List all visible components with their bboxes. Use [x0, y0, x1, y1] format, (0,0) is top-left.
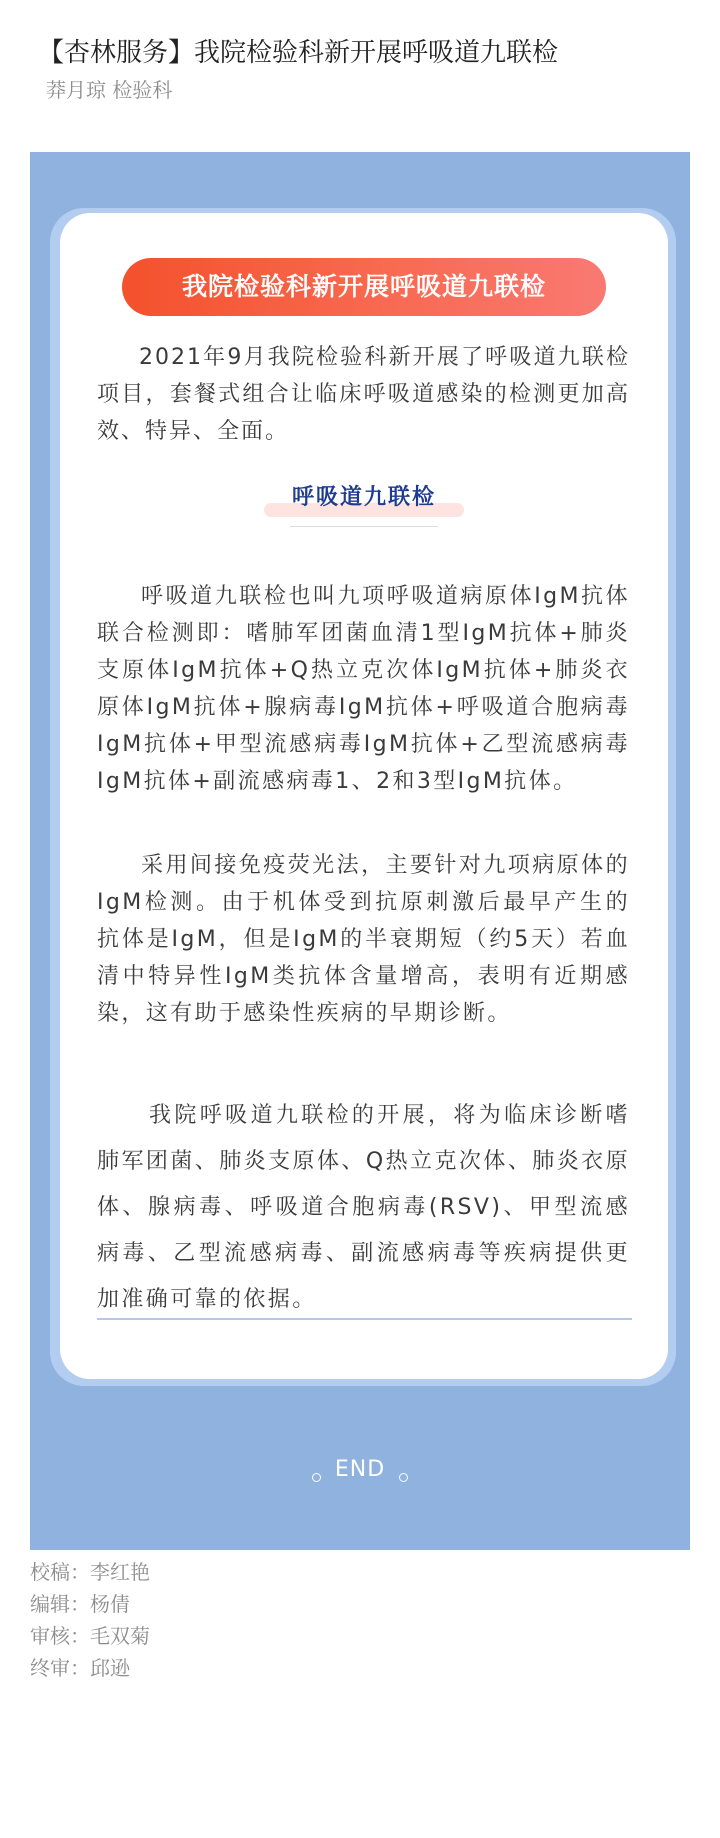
circle-dot-icon	[312, 1473, 321, 1482]
credit-final-reviewer: 终审：邱逊	[30, 1656, 130, 1680]
subtitle-underline	[290, 526, 438, 527]
article-title: 【杏林服务】我院检验科新开展呼吸道九联检	[38, 38, 559, 68]
intro-paragraph: 2021年9月我院检验科新开展了呼吸道九联检项目，套餐式组合让临床呼吸道感染的检测更加高效、特异、全面。	[97, 345, 630, 444]
article-byline[interactable]: 莽月琼 检验科	[46, 78, 173, 102]
credit-reviewer: 审核：毛双菊	[30, 1624, 150, 1648]
credit-proofreader: 校稿：李红艳	[30, 1560, 150, 1584]
method-paragraph: 采用间接免疫荧光法，主要针对九项病原体的IgM检测。由于机体受到抗原刺激后最早产生的抗体是IgM，但是IgM的半衰期短（约5天）若血清中特异性IgM类抗体含量增高，表明有近期感染，这有助于感染性疾病的早期诊断。	[97, 853, 630, 1026]
conclusion-paragraph: 我院呼吸道九联检的开展，将为临床诊断嗜肺军团菌、肺炎支原体、Q热立克次体、肺炎衣原体、腺病毒、呼吸道合胞病毒(RSV)、甲型流感病毒、乙型流感病毒、副流感病毒等疾病提供更加准确可靠的依据。	[97, 1103, 630, 1312]
banner-title: 我院检验科新开展呼吸道九联检	[122, 258, 606, 316]
subtitle-text: 呼吸道九联检	[291, 485, 436, 510]
credits	[30, 1556, 150, 1684]
card-divider	[97, 1318, 632, 1320]
end-marker	[0, 1455, 720, 1485]
definition-paragraph: 呼吸道九联检也叫九项呼吸道病原体IgM抗体联合检测即：嗜肺军团菌血清1型IgM抗体+肺炎支原体IgM抗体+Q热立克次体IgM抗体+肺炎衣原体IgM抗体+腺病毒IgM抗体+呼吸道合胞病毒IgM抗体+甲型流感病毒IgM抗体+乙型流感病毒IgM抗体+副流感病毒1、2和3型IgM抗体。	[97, 584, 630, 794]
circle-dot-icon	[399, 1473, 408, 1482]
credit-editor: 编辑：杨倩	[30, 1592, 130, 1616]
section-subtitle	[260, 478, 468, 528]
end-label: END	[334, 1457, 386, 1482]
